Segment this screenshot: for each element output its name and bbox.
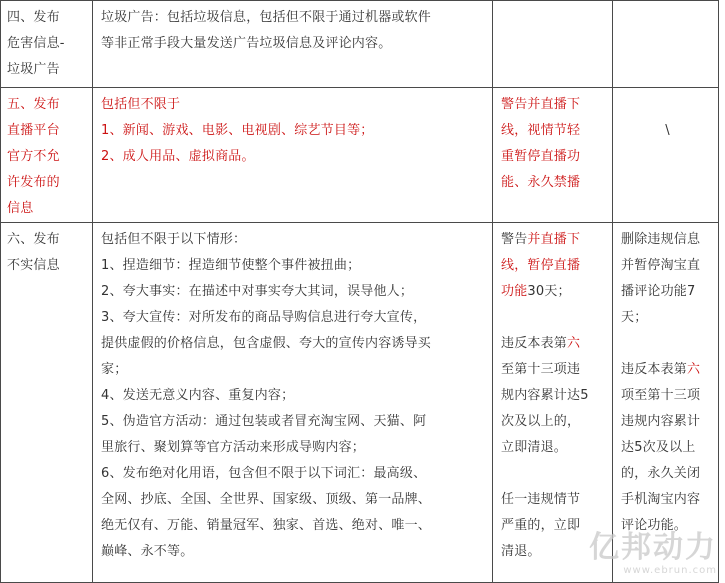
text-line: 2、成人用品、虚拟商品。 [101, 149, 255, 164]
highlighted-text: 并直播下 [527, 232, 581, 247]
text-segment: 违规内容累计 [621, 414, 701, 429]
text-line: 并暂停淘宝直 [621, 258, 701, 273]
category-cell [1, 1, 93, 88]
text-line: 能、永久禁播 [501, 175, 581, 190]
content-cell [93, 223, 493, 583]
text-line [621, 409, 714, 435]
text-line: 危害信息- [7, 36, 65, 51]
text-line [621, 435, 714, 461]
text-line: 播评论功能7 [621, 284, 696, 299]
text-line [501, 409, 608, 435]
text-line: 2、夸大事实：在描述中对事实夸大其词，误导他人； [101, 284, 414, 299]
text-segment: 的，永久关闭 [621, 466, 701, 481]
text-segment: 违反本表第 [501, 336, 568, 351]
text-line: 五、发布 [7, 97, 60, 112]
text-line: 等非正常手段大量发送广告垃圾信息及评论内容。 [101, 36, 392, 51]
text-line: 警告并直播下 [501, 97, 581, 112]
text-segment: 30天； [527, 284, 571, 299]
text-line: 全网、抄底、全国、全世界、国家级、顶级、第一品牌、 [101, 492, 432, 507]
highlighted-text: 六 [567, 336, 581, 351]
category-cell [1, 88, 93, 223]
text-line: 直播平台 [7, 123, 60, 138]
penalty-cell [613, 223, 719, 583]
text-line: 巅峰、永不等。 [101, 544, 194, 559]
text-line: 六、发布 [7, 232, 60, 247]
text-line: 删除违规信息 [621, 232, 701, 247]
text-segment: 任一违规情节 [501, 492, 581, 507]
text-line: 1、新闻、游戏、电影、电视剧、综艺节目等； [101, 123, 374, 138]
text-line [501, 487, 608, 513]
text-segment: 违反本表第 [621, 362, 688, 377]
text-segment: 达5次及以上 [621, 440, 696, 455]
not-applicable-mark: \ [665, 123, 670, 138]
text-segment: 立即清退。 [501, 440, 568, 455]
text-segment: 清退。 [501, 544, 541, 559]
text-line [501, 227, 608, 253]
text-line [621, 383, 714, 409]
text-line: 6、发布绝对化用语，包含但不限于以下词汇：最高级、 [101, 466, 427, 481]
text-line: 信息 [7, 201, 34, 216]
penalty-cell [613, 88, 719, 223]
text-segment: 警告 [501, 232, 528, 247]
text-line: 4、发送无意义内容、重复内容； [101, 388, 295, 403]
content-cell [93, 88, 493, 223]
table-row [1, 1, 719, 88]
text-line: 1、捏造细节：捏造细节使整个事件被扭曲； [101, 258, 361, 273]
penalty-cell [493, 1, 613, 88]
watermark-url: www.ebrun.com [623, 565, 717, 576]
text-segment: 手机淘宝内容 [621, 492, 701, 507]
text-line: 包括但不限于 [101, 97, 181, 112]
penalty-cell [613, 1, 719, 88]
text-line: 包括但不限于以下情形： [101, 232, 247, 247]
text-line [501, 279, 608, 305]
text-line [501, 331, 608, 357]
table-row [1, 223, 719, 583]
highlighted-text: 线，暂停直播 [501, 258, 581, 273]
text-line: 线，视情节轻 [501, 123, 581, 138]
text-line: 垃圾广告：包括垃圾信息，包括但不限于通过机器或软件 [101, 10, 432, 25]
text-line [501, 383, 608, 409]
penalty-cell [493, 88, 613, 223]
text-line [501, 357, 608, 383]
text-line: 3、夸大宣传：对所发布的商品导购信息进行夸大宣传， [101, 310, 427, 325]
text-line: 垃圾广告 [7, 62, 60, 77]
text-segment: 规内容累计达5 [501, 388, 589, 403]
text-line: 提供虚假的价格信息，包含虚假、夸大的宣传内容诱导买 [101, 336, 432, 351]
text-segment: 至第十三项违 [501, 362, 581, 377]
text-line [621, 461, 714, 487]
text-line [501, 253, 608, 279]
content-cell [93, 1, 493, 88]
text-line: 不实信息 [7, 258, 60, 273]
text-line: 家； [101, 362, 128, 377]
highlighted-text: 六 [687, 362, 701, 377]
text-line: 重暂停直播功 [501, 149, 581, 164]
text-line [621, 487, 714, 513]
category-cell [1, 223, 93, 583]
watermark-logo: 亿邦动力 [589, 530, 717, 565]
highlighted-text: 功能 [501, 284, 528, 299]
text-line: 官方不允 [7, 149, 60, 164]
text-segment: 评论功能。 [621, 518, 688, 533]
text-line: 绝无仅有、万能、销量冠军、独家、首选、绝对、唯一、 [101, 518, 432, 533]
table-row [1, 88, 719, 223]
text-segment: 项至第十三项 [621, 388, 701, 403]
text-line: 5、伪造官方活动：通过包装或者冒充淘宝网、天猫、阿 [101, 414, 427, 429]
text-segment: 严重的，立即 [501, 518, 581, 533]
text-line: 四、发布 [7, 10, 60, 25]
watermark [589, 531, 717, 576]
penalty-cell [493, 223, 613, 583]
text-line: 天； [621, 310, 648, 325]
text-line [501, 435, 608, 461]
text-segment: 次及以上的， [501, 414, 581, 429]
text-line: 许发布的 [7, 175, 60, 190]
text-line: 里旅行、聚划算等官方活动来形成导购内容； [101, 440, 366, 455]
text-line [621, 357, 714, 383]
